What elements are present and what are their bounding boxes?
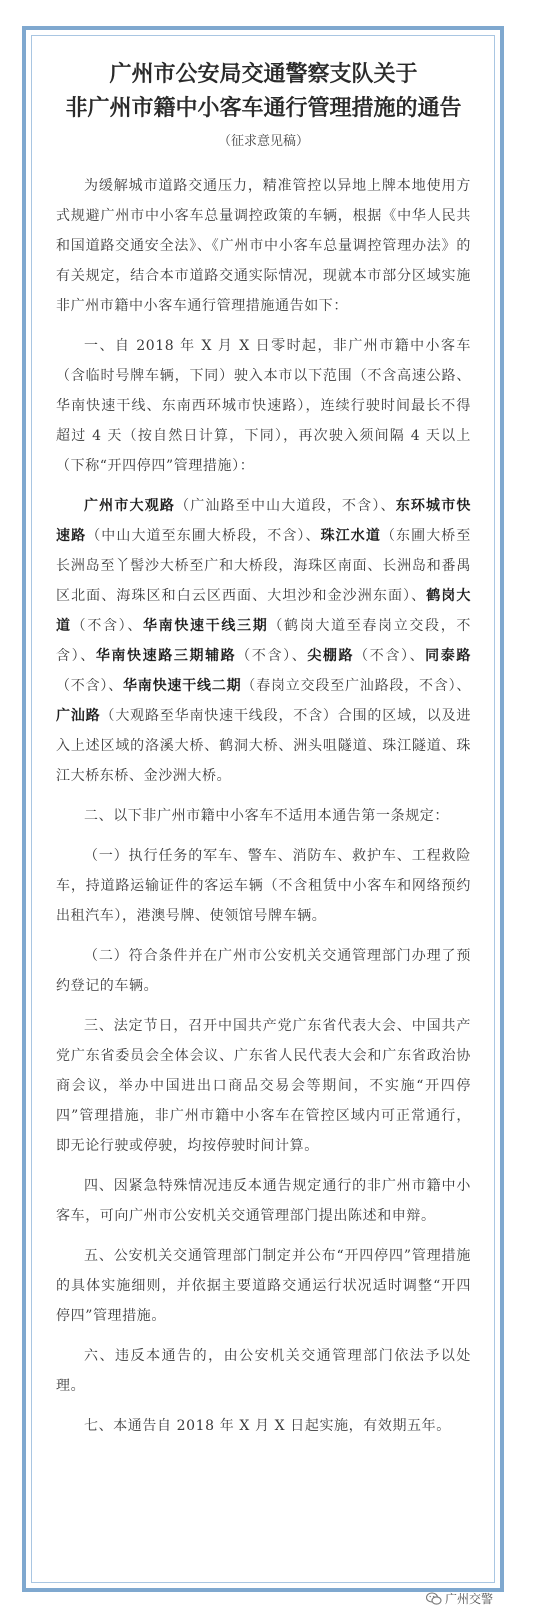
road-name-bold: 广州市大观路 [84,498,176,514]
road-name-bold: 同泰路 [425,648,471,664]
area-text: （大观路至华南快速干线段，不含）合围的区域，以及进入上述区域的洛溪大桥、鹤洞大桥、洲头咀隧道、珠江隧道、珠江大桥东桥、金沙洲大桥。 [56,708,471,784]
road-name-bold: 东环城市快速路 [56,498,472,544]
area-text: （不含）、 [236,648,308,664]
article-5-paragraph: 五、公安机关交通管理部门制定并公布“开四停四”管理措施的具体实施细则，并依据主要道路交通运行状况适时调整“开四停四”管理措施。 [56,1248,471,1324]
article-2-item-1-paragraph: （一）执行任务的军车、警车、消防车、救护车、工程救险车，持道路运输证件的客运车辆（不含租赁中小客车和网络预约出租汽车），港澳号牌、使领馆号牌车辆。 [56,848,471,924]
wechat-account-footer [426,1590,493,1607]
draft-subtitle: （征求意见稿） [217,134,309,149]
area-text: （不含）、 [354,648,426,664]
road-name-bold: 广汕路 [56,708,101,724]
area-text: （鹤岗大道至春岗立交段，不含）、 [56,618,471,664]
article-4-paragraph: 四、因紧急特殊情况违反本通告规定通行的非广州市籍中小客车，可向广州市公安机关交通管理部门提出陈述和申辩。 [56,1178,471,1224]
road-name-bold: 尖棚路 [307,648,355,664]
wechat-account-name: 广州交警 [445,1592,494,1606]
notice-document [56,58,471,1451]
notice-title [56,58,471,126]
area-text: （东圃大桥至长洲岛至丫髻沙大桥至广和大桥段，海珠区南面、长洲岛和番禺区北面、海珠区和白云区西面、大坦沙和金沙洲东面）、 [56,528,471,604]
road-name-bold: 华南快速干线二期 [123,678,242,694]
article-6-paragraph: 六、违反本通告的，由公安机关交通管理部门依法予以处理。 [56,1348,471,1394]
road-name-bold: 珠江水道 [320,528,381,544]
notice-body [56,171,471,1441]
article-3-paragraph: 三、法定节日，召开中国共产党广东省代表大会、中国共产党广东省委员会全体会议、广东省人民代表大会和广东省政治协商会议，举办中国进出口商品交易会等期间，不实施“开四停四”管理措施，非广州市籍中小客车在管控区域内可正常通行，即无论行驶或停驶，均按停驶时间计算。 [56,1018,471,1154]
road-name-bold: 华南快速路三期辅路 [95,648,237,664]
area-text: （春岗立交段至广汕路段，不含）、 [241,678,471,694]
area-text: （不含）、 [71,618,144,634]
article-7-paragraph: 七、本通告自 2018 年 X 月 X 日起实施，有效期五年。 [84,1418,451,1434]
road-name-bold: 华南快速干线三期 [143,618,269,634]
article-2-item-2-paragraph: （二）符合条件并在广州市公安机关交通管理部门办理了预约登记的车辆。 [56,948,471,994]
wechat-icon [426,1592,442,1606]
title-line-1: 广州市公安局交通警察支队关于 [109,62,418,87]
intro-paragraph: 为缓解城市道路交通压力，精准管控以异地上牌本地使用方式规避广州市中小客车总量调控政策的车辆，根据《中华人民共和国道路交通安全法》、《广州市中小客车总量调控管理办法》的有关规定，结合本市道路交通实际情况，现就本市部分区域实施非广州市籍中小客车通行管理措施通告如下： [56,178,471,314]
restricted-area-paragraph [56,491,471,791]
article-2-paragraph: 二、以下非广州市籍中小客车不适用本通告第一条规定： [84,808,449,824]
article-1-paragraph: 一、自 2018 年 X 月 X 日零时起，非广州市籍中小客车（含临时号牌车辆，下同）驶入本市以下范围（不含高速公路、华南快速干线、东南西环城市快速路），连续行驶时间最长不得超过 4 天（按自然日计算，下同），再次驶入须间隔 4 天以上（下称“开四停四”管理措施）： [56,338,471,474]
title-line-2: 非广州市籍中小客车通行管理措施的通告 [65,96,462,121]
area-text: （不含）、 [56,678,123,694]
road-name-bold: 鹤岗大道 [56,588,471,634]
area-text: （中山大道至东圃大桥段，不含）、 [86,528,321,544]
area-text: （广汕路至中山大道段，不含）、 [175,498,396,514]
